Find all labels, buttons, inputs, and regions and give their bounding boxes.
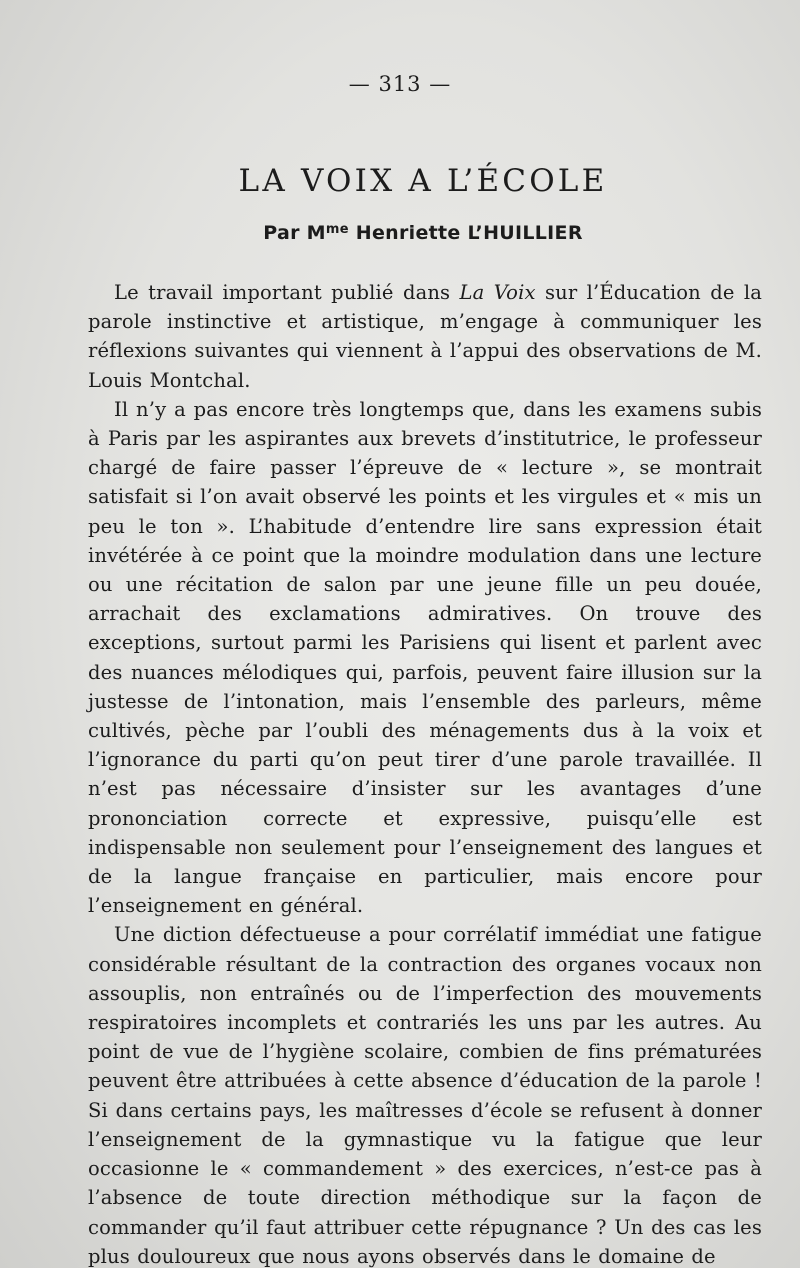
article-body (88, 278, 762, 1268)
article-title: LA VOIX A L’ÉCOLE (238, 163, 608, 199)
paragraph-2: Il n’y a pas encore très longtemps que, dans les examens subis à Paris par les aspirantes aux brevets d’institutrice, le professeur chargé de faire passer l’épreuve de « lecture », se montrait satisfait si l’on avait observé les points et les virgules et « mis un peu le ton ». L’habitude d’entendre lire sans expression était invétérée à ce point que la moindre modulation dans une lecture ou une récitation de salon par une jeune fille un peu douée, arrachait des exclamations admiratives. On trouve des exceptions, surtout parmi les Parisiens qui lisent et parlent avec des nuances mélodiques qui, parfois, peuvent faire illusion sur la justesse de l’intonation, mais l’ensemble des parleurs, même cultivés, pèche par l’oubli des ménagements dus à la voix et l’ignorance du parti qu’on peut tirer d’une parole travaillée. Il n’est pas nécessaire d’insister sur les avantages d’une prononciation correcte et expressive, puisqu’elle est indispensable non seulement pour l’enseignement des langues et de la langue française en particulier, mais encore pour l’enseignement en général. (88, 397, 762, 918)
author-line (0, 222, 800, 244)
page-number: — 313 — (348, 72, 452, 96)
author-prefix: Par M (263, 222, 326, 244)
paragraph-1-post: sur l’Éducation de la parole instinctive et artistique, m’engage à communiquer les réflexions suivantes qui viennent à l’appui des observations de M. Louis Montchal. (88, 281, 763, 392)
journal-name: La Voix (459, 281, 536, 304)
author-honorific: me (325, 222, 349, 237)
paragraph-3: Une diction défectueuse a pour corrélatif immédiat une fatigue considérable résultant de la contraction des organes vocaux non assouplis, non entraînés ou de l’imperfection des mouvements respiratoires incomplets et contrariés les uns par les autres. Au point de vue de l’hygiène scolaire, combien de fins prématurées peuvent être attribuées à cette absence d’éducation de la parole ! Si dans certains pays, les maîtresses d’école se refusent à donner l’enseignement de la gymnastique vu la fatigue que leur occasionne le « commandement » des exercices, n’est-ce pas à l’absence de toute direction méthodique sur la façon de commander qu’il faut attribuer cette répugnance ? Un des cas les plus douloureux que nous ayons observés dans le domaine de (88, 923, 762, 1268)
paragraph-1-pre: Le travail important publié dans (114, 281, 460, 304)
author-name: Henriette L’HUILLIER (355, 222, 583, 244)
paragraph-1 (88, 278, 762, 395)
